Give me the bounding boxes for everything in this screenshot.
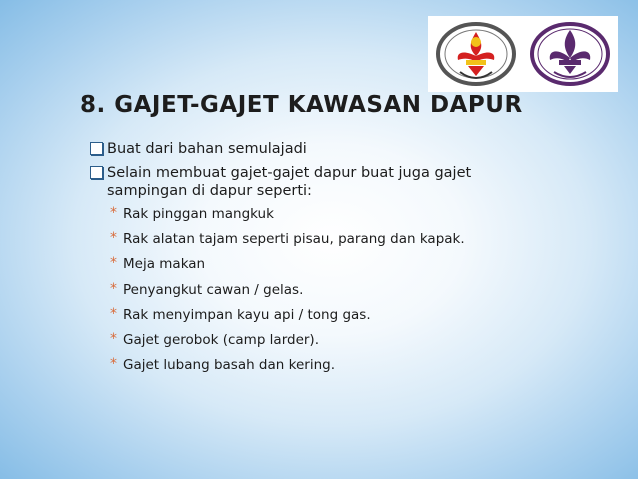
scout-emblem-logo [434, 20, 518, 88]
sub-item-text: Rak menyimpan kayu api / tong gas. [123, 306, 371, 323]
sub-item-text: Rak pinggan mangkuk [123, 206, 274, 222]
sub-list-item [110, 256, 540, 273]
sub-item-text: Gajet gerobok (camp larder). [123, 331, 319, 348]
slide-content [90, 140, 540, 382]
world-scout-emblem-logo [528, 20, 612, 88]
bullet-item [90, 164, 540, 200]
checkbox-bullet-icon [90, 166, 103, 179]
asterisk-bullet-icon: * [110, 230, 117, 247]
sub-list [90, 206, 540, 374]
sub-item-text: Rak alatan tajam seperti pisau, parang dan kapak. [123, 231, 465, 248]
sub-item-text: Meja makan [123, 256, 206, 273]
checkbox-bullet-icon [90, 142, 103, 155]
asterisk-bullet-icon: * [110, 330, 117, 347]
asterisk-bullet-icon: * [110, 305, 117, 322]
sub-list-item [110, 206, 540, 223]
sub-item-text: Penyangkut cawan / gelas. [123, 281, 304, 298]
sub-list-item [110, 282, 540, 299]
sub-list-item [110, 357, 540, 374]
sub-list-item [110, 332, 540, 349]
slide-title: 8. GAJET-GAJET KAWASAN DAPUR [80, 92, 523, 118]
sub-item-text: Gajet lubang basah dan kering. [123, 357, 335, 374]
bullet-item [90, 140, 540, 158]
bullet-text: Selain membuat gajet-gajet dapur buat juga gajet sampingan di dapur seperti: [107, 165, 472, 199]
asterisk-bullet-icon: * [110, 280, 117, 297]
asterisk-bullet-icon: * [110, 356, 117, 373]
asterisk-bullet-icon: * [110, 255, 117, 272]
bullet-text: Buat dari bahan semulajadi [107, 141, 307, 157]
asterisk-bullet-icon: * [110, 205, 117, 221]
sub-list-item [110, 307, 540, 324]
logo-panel [428, 16, 618, 92]
sub-list-item [110, 231, 540, 248]
